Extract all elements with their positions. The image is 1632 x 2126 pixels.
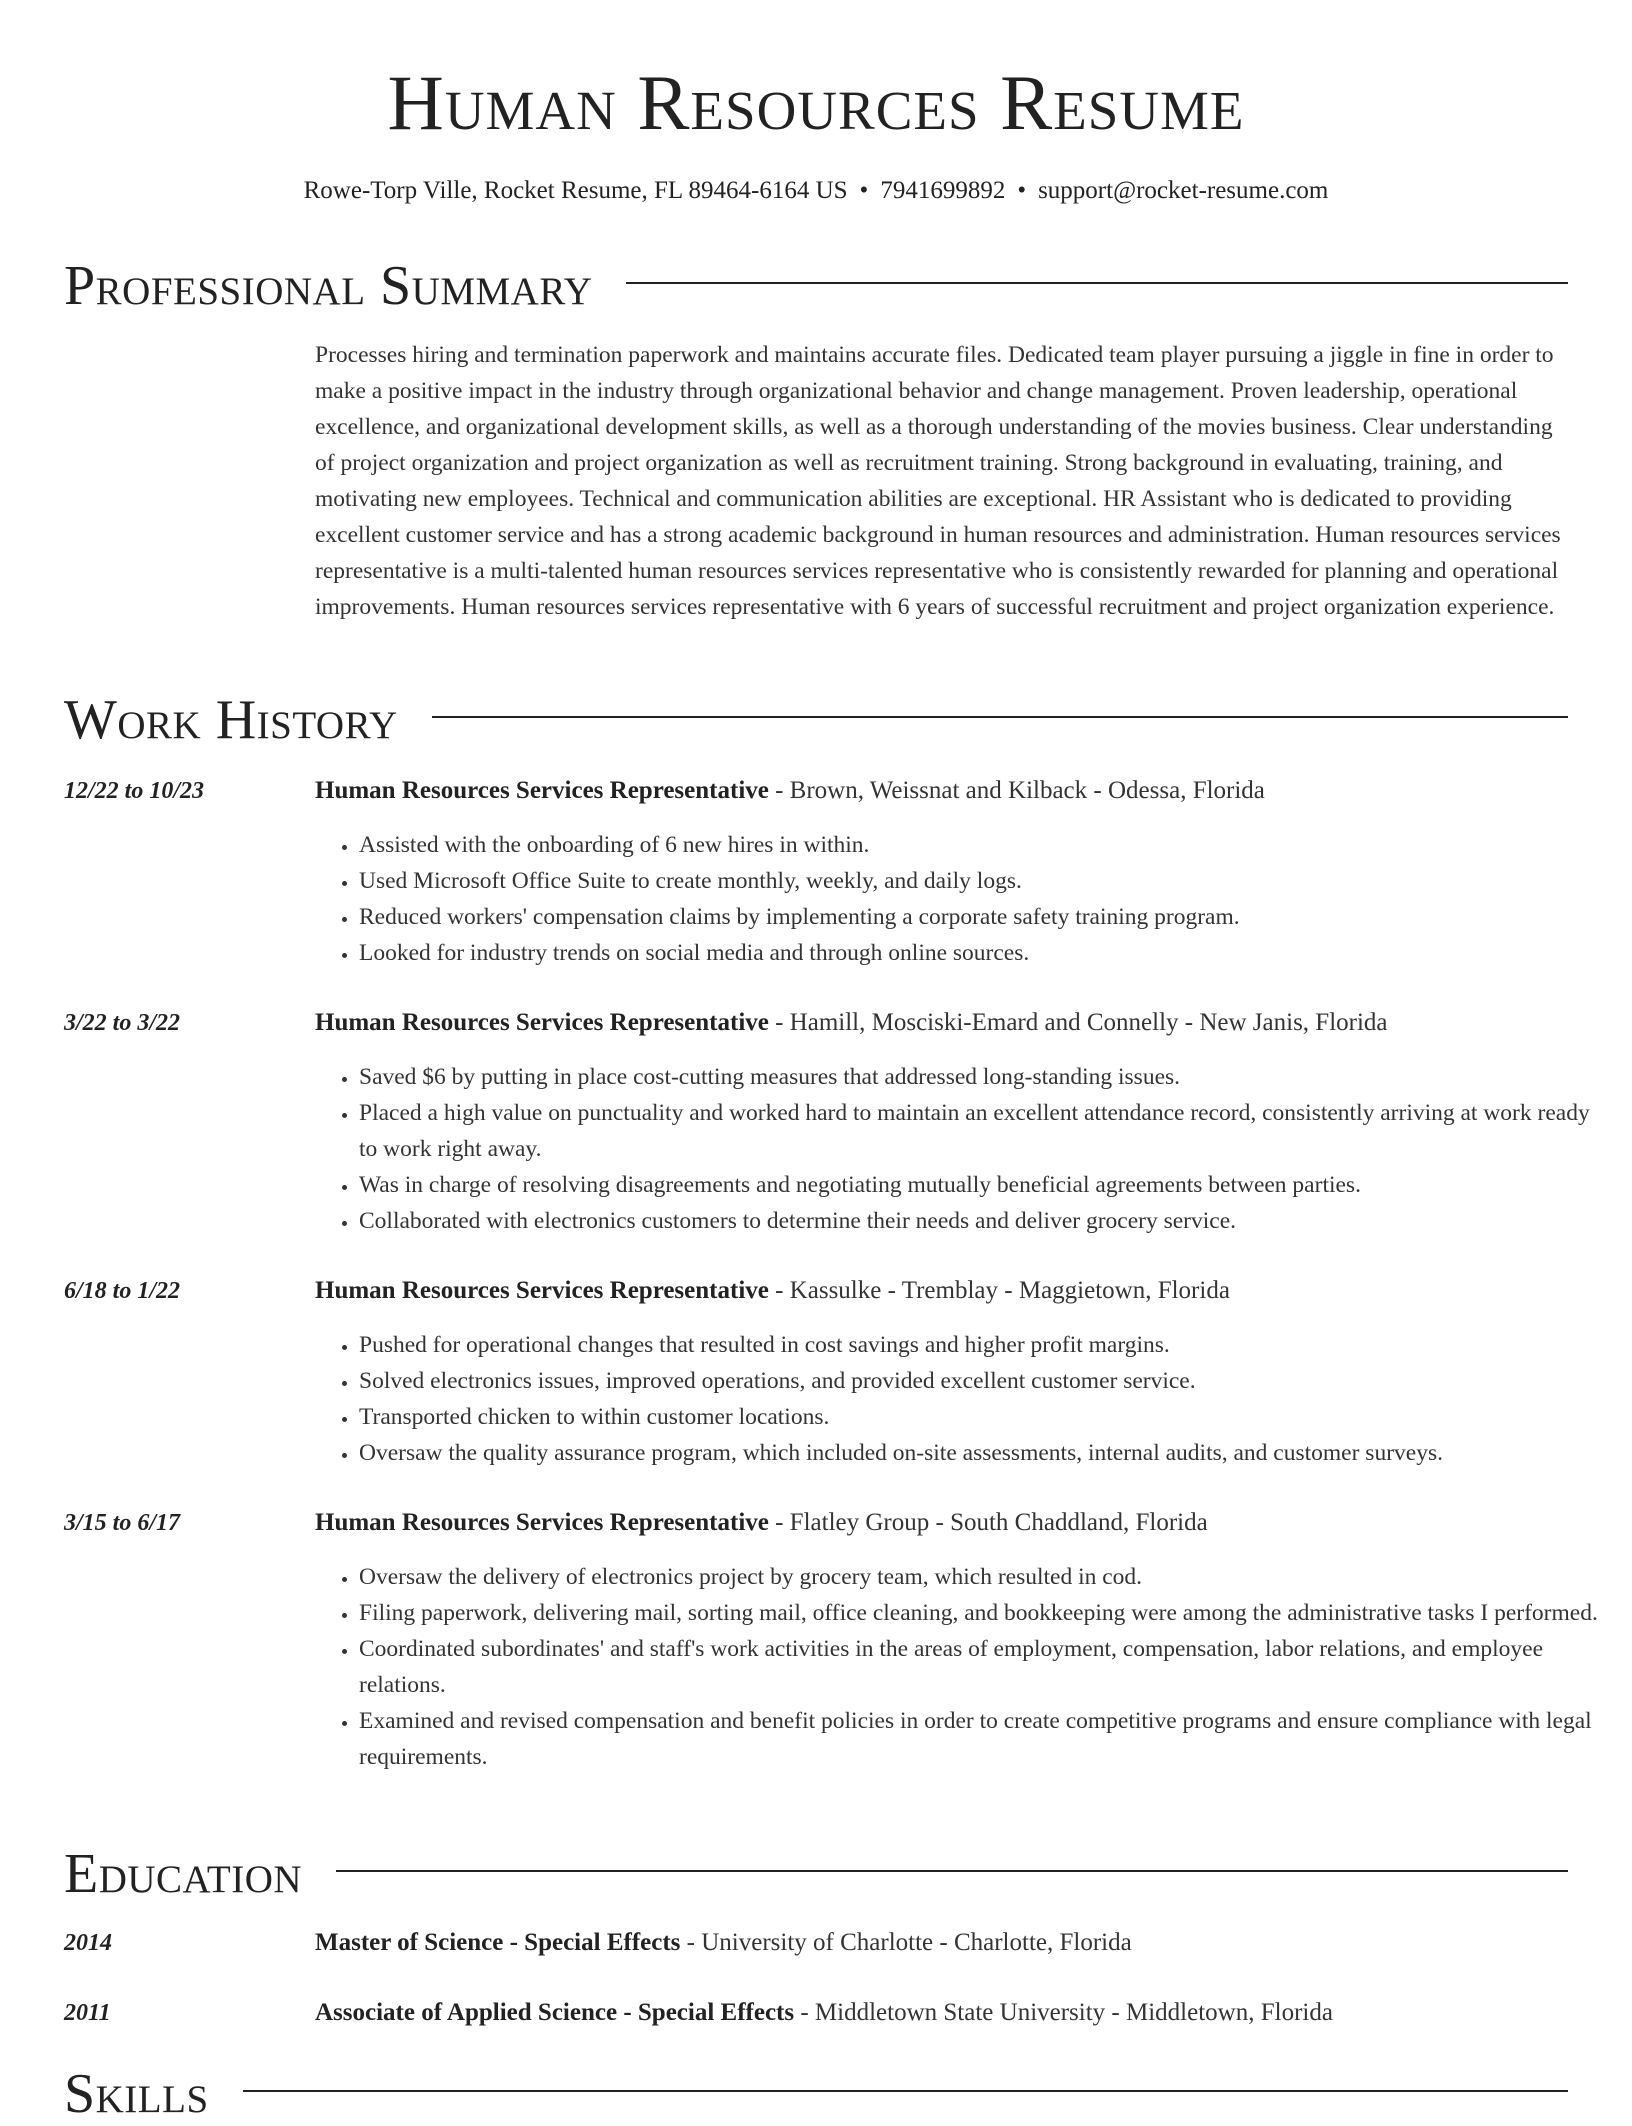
section-divider — [626, 282, 1568, 284]
section-title: Skills — [64, 2063, 209, 2125]
job-heading — [315, 1274, 1568, 1308]
list-item: • Coordinated subordinates' and staff's work activities in the areas of employment, compensation, labor relations, and employee relations. — [359, 1631, 1612, 1703]
section-title: Professional Summary — [64, 255, 593, 317]
contact-separator: • — [1017, 177, 1027, 204]
contact-line — [0, 174, 1632, 208]
list-item: • Looked for industry trends on social media and through online sources. — [359, 935, 1612, 971]
list-item: • Assisted with the onboarding of 6 new hires in within. — [359, 827, 1612, 863]
job-bullets — [315, 1559, 1612, 1775]
institution: - Middletown State University - Middletown, Florida — [794, 1999, 1333, 2026]
job-title: Human Resources Services Representative — [315, 777, 769, 804]
list-item: • Used Microsoft Office Suite to create monthly, weekly, and daily logs. — [359, 863, 1612, 899]
job-heading — [315, 1506, 1568, 1540]
list-item: • Transported chicken to within customer locations. — [359, 1399, 1612, 1435]
list-item: • Pushed for operational changes that resulted in cost savings and higher profit margins. — [359, 1327, 1612, 1363]
list-item: • Oversaw the delivery of electronics project by grocery team, which resulted in cod. — [359, 1559, 1612, 1595]
job-employer: - Flatley Group - South Chaddland, Florida — [768, 1509, 1208, 1536]
list-item: • Collaborated with electronics customers to determine their needs and deliver grocery service. — [359, 1203, 1612, 1239]
job-dates: 3/22 to 3/22 — [64, 1010, 181, 1036]
section-divider — [243, 2090, 1568, 2092]
job-title: Human Resources Services Representative — [315, 1277, 769, 1304]
job-employer: - Brown, Weissnat and Kilback - Odessa, Florida — [768, 777, 1265, 804]
list-item: • Filing paperwork, delivering mail, sorting mail, office cleaning, and bookkeeping were among the administrative tasks I performed. — [359, 1595, 1612, 1631]
job-bullets — [315, 827, 1612, 971]
job-title: Human Resources Services Representative — [315, 1009, 769, 1036]
job-employer: - Hamill, Mosciski-Emard and Connelly - New Janis, Florida — [768, 1009, 1388, 1036]
list-item: • Examined and revised compensation and benefit policies in order to create competitive programs and ensure compliance with legal requirements. — [359, 1703, 1612, 1775]
list-item: • Reduced workers' compensation claims by implementing a corporate safety training program. — [359, 899, 1612, 935]
list-item: • Saved $6 by putting in place cost-cutting measures that addressed long-standing issues. — [359, 1059, 1612, 1095]
section-title: Work History — [64, 689, 398, 751]
section-title: Education — [64, 1843, 303, 1905]
phone: 7941699892 — [880, 177, 1006, 204]
section-header-skills — [64, 2062, 1568, 2126]
address: Rowe-Torp Ville, Rocket Resume, FL 89464-6164 US — [303, 177, 848, 204]
section-header-work-history — [64, 688, 1568, 752]
summary-text: Processes hiring and termination paperwork and maintains accurate files. Dedicated team player pursuing a jiggle in fine in order to make a positive impact in the industry through organizational behavior and change management. Proven leadership, operational excellence, and organizational development skills, as well as a thorough understanding of the movies business. Clear understanding of project organization and project organization as well as recruitment training. Strong background in evaluating, training, and motivating new employees. Technical and communication abilities are exceptional. HR Assistant who is dedicated to providing excellent customer service and has a strong academic background in human resources and administration. Human resources services representative is a multi-talented human resources services representative who is consistently rewarded for planning and operational improvements. Human resources services representative with 6 years of successful recruitment and project organization experience. — [315, 342, 1561, 620]
list-item: • Solved electronics issues, improved operations, and provided excellent customer service. — [359, 1363, 1612, 1399]
degree: Associate of Applied Science - Special Effects — [315, 1999, 795, 2026]
job-dates: 6/18 to 1/22 — [64, 1278, 181, 1304]
resume-title: Human Resources Resume — [387, 59, 1245, 146]
education-heading — [315, 1926, 1568, 1960]
job-dates: 3/15 to 6/17 — [64, 1510, 181, 1536]
education-year: 2014 — [64, 1930, 112, 1956]
list-item: • Was in charge of resolving disagreements and negotiating mutually beneficial agreements between parties. — [359, 1167, 1612, 1203]
section-header-education — [64, 1842, 1568, 1906]
list-item: • Oversaw the quality assurance program, which included on-site assessments, internal audits, and customer surveys. — [359, 1435, 1612, 1471]
section-header-summary — [64, 254, 1568, 318]
email: support@rocket-resume.com — [1038, 177, 1329, 204]
job-bullets — [315, 1327, 1612, 1471]
job-employer: - Kassulke - Tremblay - Maggietown, Florida — [768, 1277, 1230, 1304]
job-heading — [315, 1006, 1568, 1040]
degree: Master of Science - Special Effects — [315, 1929, 681, 1956]
section-divider — [432, 716, 1568, 718]
job-heading — [315, 774, 1568, 808]
list-item: • Placed a high value on punctuality and worked hard to maintain an excellent attendance record, consistently arriving at work ready to work right away. — [359, 1095, 1612, 1167]
job-dates: 12/22 to 10/23 — [64, 778, 205, 804]
job-bullets — [315, 1059, 1612, 1239]
contact-separator: • — [859, 177, 869, 204]
job-title: Human Resources Services Representative — [315, 1509, 769, 1536]
institution: - University of Charlotte - Charlotte, Florida — [680, 1929, 1132, 1956]
education-heading — [315, 1996, 1568, 2030]
education-year: 2011 — [64, 2000, 111, 2026]
section-divider — [336, 1870, 1568, 1872]
